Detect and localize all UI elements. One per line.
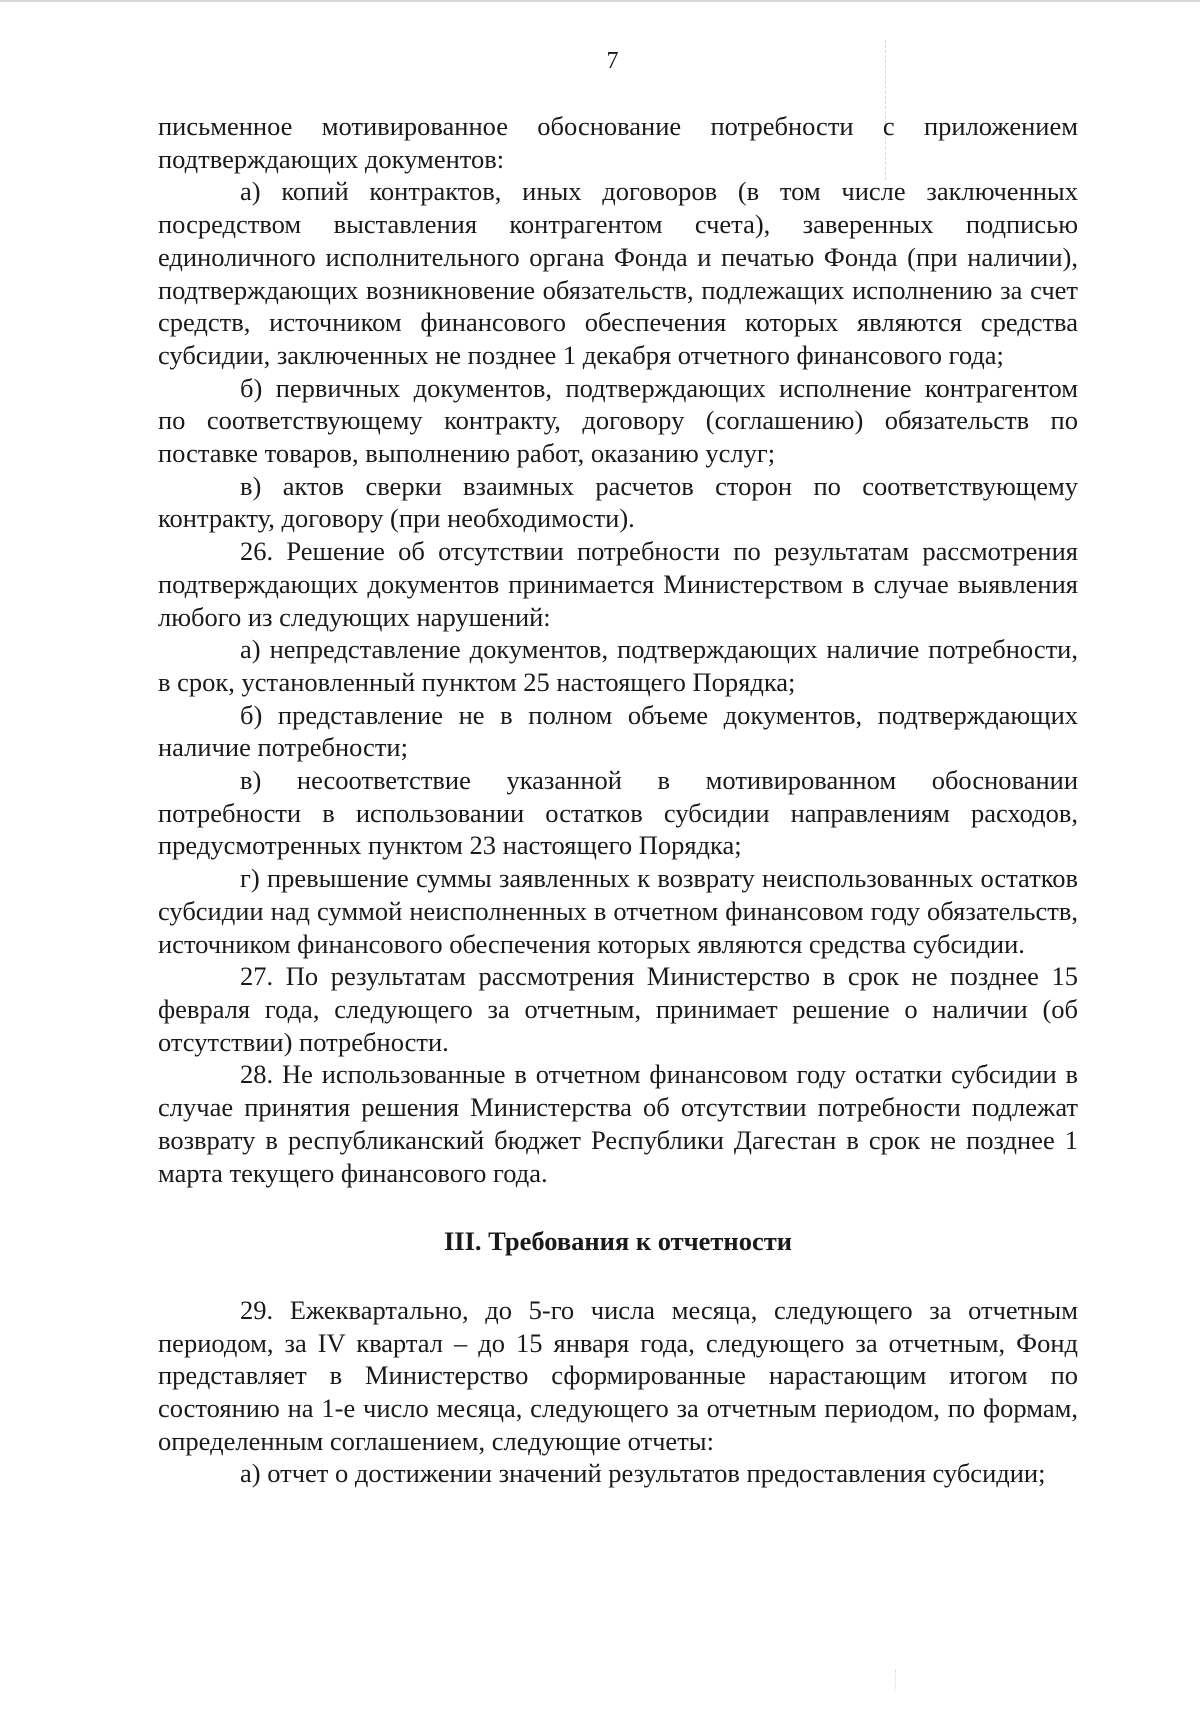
- paragraph-v2: в) несоответствие указанной в мотивированном обосновании потребности в использовании остатков субсидии направлениям расходов, предусмотренных пунктом 23 настоящего Порядка;: [158, 765, 1078, 861]
- paragraph-p28: 28. Не использованные в отчетном финансовом году остатки субсидии в случае принятия решения Министерства об отсутствии потребности подлежат возврату в республиканский бюджет Республики Дагестан в срок не позднее 1 марта текущего финансового года.: [158, 1059, 1078, 1188]
- paragraph-p27: 27. По результатам рассмотрения Министерство в срок не позднее 15 февраля года, следующего за отчетным, принимает решение о наличии (об отсутствии) потребности.: [158, 961, 1078, 1057]
- page-number: 7: [606, 48, 619, 74]
- paragraph-b1: б) первичных документов, подтверждающих исполнение контрагентом по соответствующему контракту, договору (соглашению) обязательств по поставке товаров, выполнению работ, оказанию услуг;: [158, 372, 1078, 469]
- paragraph-g2: г) превышение суммы заявленных к возврату неиспользованных остатков субсидии над суммой неисполненных в отчетном финансовом году обязательств, источником финансового обеспечения которых являются средства субсидии.: [158, 863, 1078, 959]
- paragraph-a1: а) копий контрактов, иных договоров (в том числе заключенных посредством выставления контрагентом счета), заверенных подписью единоличного исполнительного органа Фонда и печатью Фонда (при наличии), подтверждающих возникновение обязательств, подлежащих исполнению за счет средств, источником финансового обеспечения которых являются средства субсидии, заключенных не позднее 1 декабря отчетного финансового года;: [158, 176, 1078, 370]
- document-body: [158, 110, 1078, 1490]
- paragraph-p29: 29. Ежеквартально, до 5-го числа месяца, следующего за отчетным периодом, за IV квартал – до 15 января года, следующего за отчетным, Фонд представляет в Министерство сформированные нарастающим итогом по состоянию на 1-е число месяца, следующего за отчетным периодом, по формам, определенным соглашением, следующие отчеты:: [158, 1294, 1078, 1456]
- scan-artifact-bottom: [895, 1670, 916, 1690]
- section-heading: III. Требования к отчетности: [443, 1226, 792, 1257]
- paragraphs-before-heading: [158, 110, 1078, 1189]
- paragraph-intro: письменное мотивированное обоснование потребности с приложением подтверждающих документов:: [158, 111, 1078, 174]
- paragraph-v1: в) актов сверки взаимных расчетов сторон по соответствующему контракту, договору (при необходимости).: [158, 470, 1078, 534]
- paragraph-a2: а) непредставление документов, подтверждающих наличие потребности, в срок, установленный пунктом 25 настоящего Порядка;: [158, 634, 1078, 697]
- paragraph-p26: 26. Решение об отсутствии потребности по результатам рассмотрения подтверждающих документов принимается Министерством в случае выявления любого из следующих нарушений:: [158, 536, 1078, 632]
- paragraphs-after-heading: [158, 1294, 1078, 1490]
- paragraph-a3: а) отчет о достижении значений результатов предоставления субсидии;: [240, 1458, 1046, 1489]
- paragraph-b2: б) представление не в полном объеме документов, подтверждающих наличие потребности;: [158, 699, 1078, 763]
- scan-top-edge: [0, 0, 1200, 2]
